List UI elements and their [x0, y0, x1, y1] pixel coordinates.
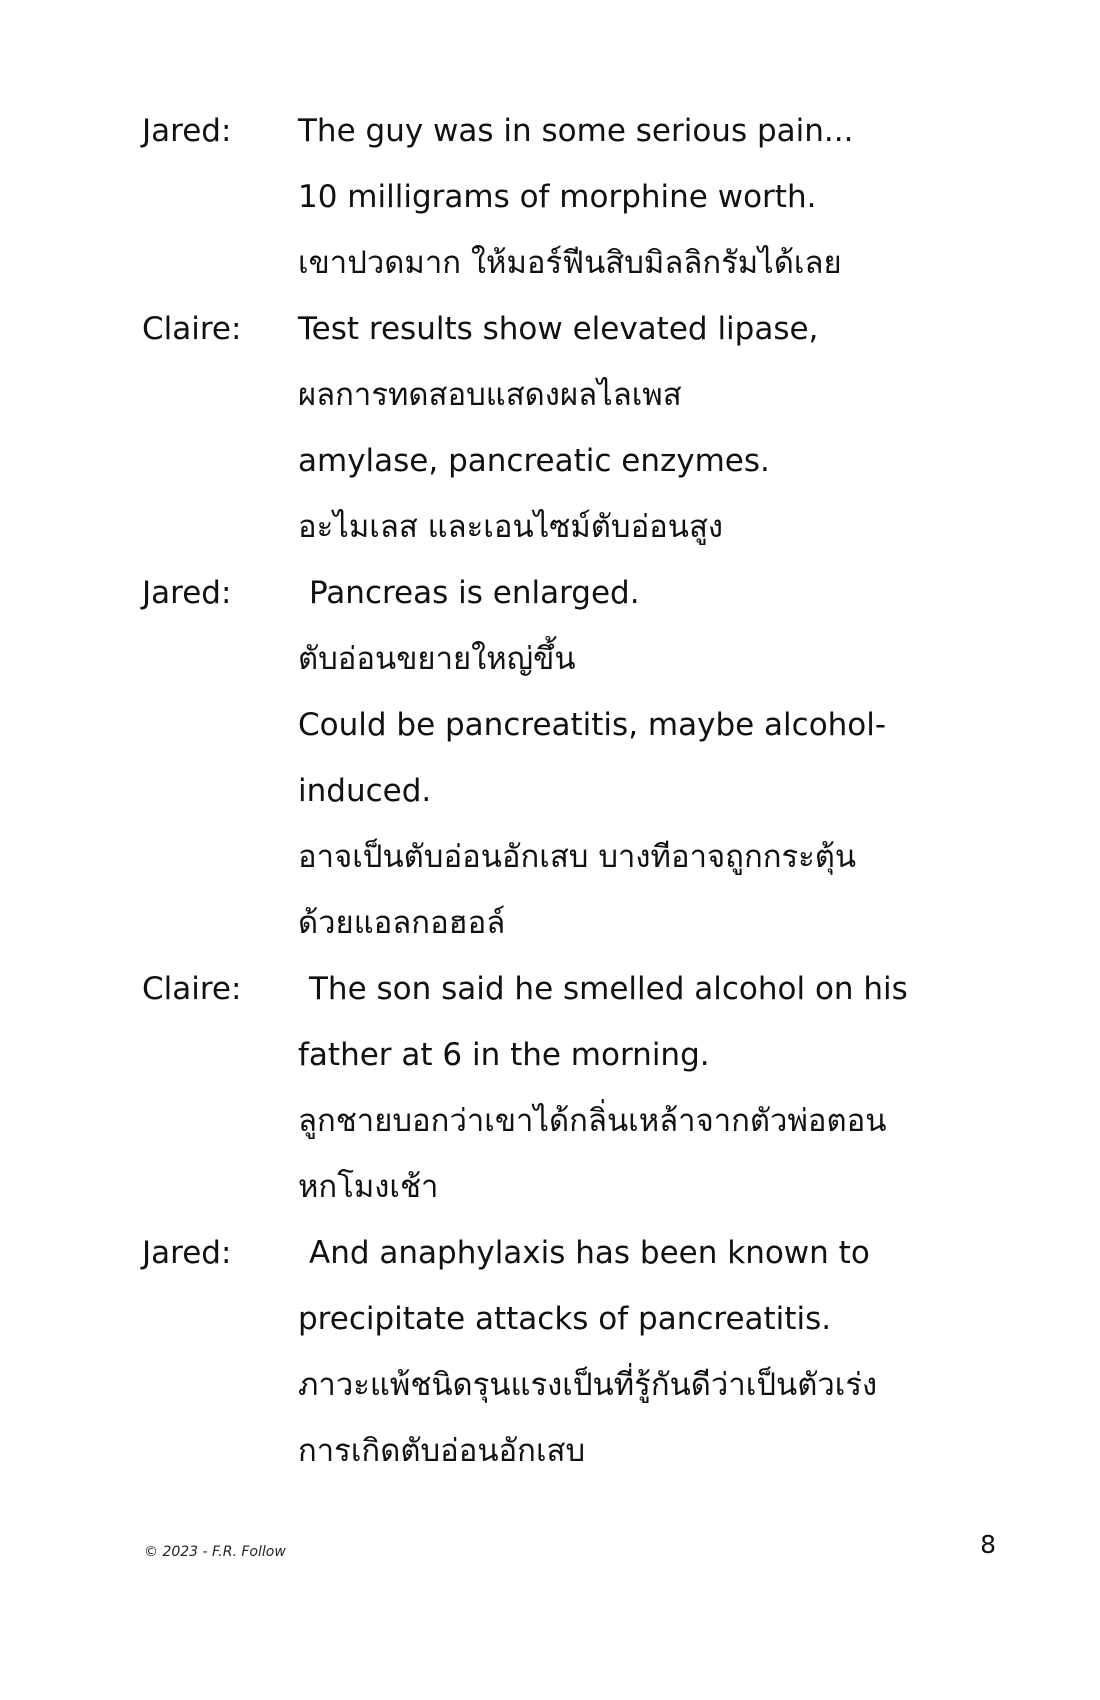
dialogue-text-thai: อาจเป็นตับอ่อนอักเสบ บางทีอาจถูกกระตุ้น	[298, 839, 857, 875]
speaker-name: Claire:	[142, 971, 242, 1007]
dialogue-text-thai: ด้วยแอลกอฮอล์	[298, 905, 506, 941]
dialogue-line	[0, 890, 1100, 956]
dialogue-text: induced.	[298, 773, 432, 809]
dialogue-line	[0, 692, 1100, 758]
dialogue-text: father at 6 in the morning.	[298, 1037, 710, 1073]
dialogue-line	[0, 1088, 1100, 1154]
dialogue-line	[0, 428, 1100, 494]
copyright-notice: © 2023 - F.R. Follow	[144, 1544, 286, 1560]
dialogue-line	[0, 1154, 1100, 1220]
dialogue-text: Could be pancreatitis, maybe alcohol-	[298, 707, 887, 743]
dialogue-text-thai: เขาปวดมาก ให้มอร์ฟีนสิบมิลลิกรัมได้เลย	[298, 245, 842, 281]
page-number: 8	[980, 1530, 996, 1559]
dialogue-text-thai: ตับอ่อนขยายใหญ่ขึ้น	[298, 641, 576, 677]
dialogue-line	[0, 824, 1100, 890]
dialogue-text-thai: ภาวะแพ้ชนิดรุนแรงเป็นที่รู้กันดีว่าเป็นตัวเร่ง	[298, 1367, 878, 1403]
dialogue-text: Pancreas is enlarged.	[309, 575, 640, 611]
dialogue-text: The son said he smelled alcohol on his	[309, 971, 908, 1007]
dialogue-line	[0, 230, 1100, 296]
dialogue-line	[0, 98, 1100, 164]
dialogue-text-thai: หกโมงเช้า	[298, 1169, 439, 1205]
dialogue-line	[0, 362, 1100, 428]
dialogue-script	[0, 98, 1100, 1484]
dialogue-line	[0, 1022, 1100, 1088]
dialogue-line	[0, 494, 1100, 560]
dialogue-text-thai: ผลการทดสอบแสดงผลไลเพส	[298, 377, 682, 413]
dialogue-line	[0, 1352, 1100, 1418]
dialogue-text: 10 milligrams of morphine worth.	[298, 179, 817, 215]
dialogue-text: amylase, pancreatic enzymes.	[298, 443, 770, 479]
dialogue-line	[0, 560, 1100, 626]
speaker-name: Claire:	[142, 311, 242, 347]
speaker-name: Jared:	[142, 575, 232, 611]
dialogue-line	[0, 626, 1100, 692]
speaker-name: Jared:	[142, 1235, 232, 1271]
dialogue-line	[0, 1286, 1100, 1352]
dialogue-text-thai: อะไมเลส และเอนไซม์ตับอ่อนสูง	[298, 509, 724, 545]
dialogue-text-thai: ลูกชายบอกว่าเขาได้กลิ่นเหล้าจากตัวพ่อตอน	[298, 1103, 887, 1139]
dialogue-text: Test results show elevated lipase,	[298, 311, 819, 347]
dialogue-line	[0, 296, 1100, 362]
dialogue-line	[0, 1418, 1100, 1484]
dialogue-text-thai: การเกิดตับอ่อนอักเสบ	[298, 1433, 586, 1469]
dialogue-line	[0, 758, 1100, 824]
dialogue-text: And anaphylaxis has been known to	[309, 1235, 870, 1271]
speaker-name: Jared:	[142, 113, 232, 149]
dialogue-line	[0, 956, 1100, 1022]
dialogue-line	[0, 164, 1100, 230]
dialogue-text: The guy was in some serious pain...	[298, 113, 854, 149]
dialogue-line	[0, 1220, 1100, 1286]
dialogue-text: precipitate attacks of pancreatitis.	[298, 1301, 832, 1337]
